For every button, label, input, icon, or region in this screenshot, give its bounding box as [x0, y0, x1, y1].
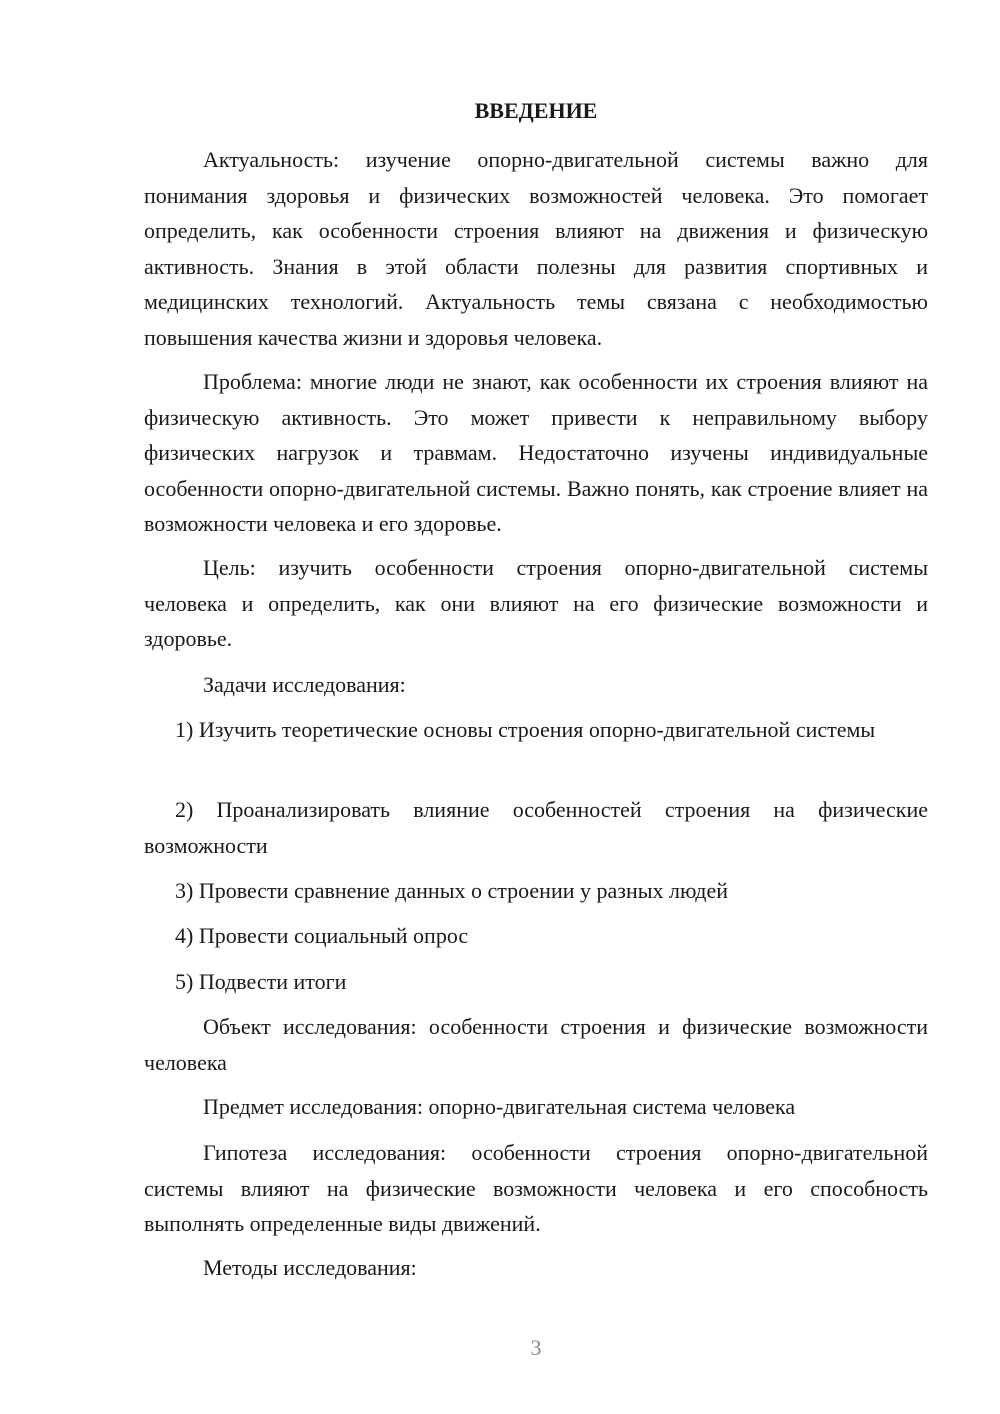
page-heading: ВВЕДЕНИЕ	[474, 98, 598, 123]
page-number: 3	[530, 1335, 542, 1360]
paragraph-hypothesis: Гипотеза исследования: особенности строения опорно-двигательной системы влияют на физические возможности человека и его способность выполнять определенные виды движений.	[144, 1140, 928, 1236]
paragraph-problem: Проблема: многие люди не знают, как особенности их строения влияют на физическую активность. Это может привести к неправильному выбору физических нагрузок и травмам. Недостаточно изучены индивидуальные особенности опорно-двигательной системы. Важно понять, как строение влияет на возможности человека и его здоровье.	[144, 369, 928, 536]
document-page	[144, 0, 928, 1414]
paragraph-subject: Предмет исследования: опорно-двигательная система человека	[203, 1094, 796, 1119]
paragraph-tasks-title: Задачи исследования:	[203, 672, 406, 697]
paragraph-object: Объект исследования: особенности строения и физические возможности человека	[144, 1014, 928, 1075]
task-item-1: 1) Изучить теоретические основы строения опорно-двигательной системы	[175, 717, 876, 742]
paragraph-methods: Методы исследования:	[203, 1255, 417, 1280]
task-item-3: 3) Провести сравнение данных о строении у разных людей	[175, 878, 729, 903]
task-item-4: 4) Провести социальный опрос	[175, 923, 469, 948]
paragraph-relevance: Актуальность: изучение опорно-двигательной системы важно для понимания здоровья и физических возможностей человека. Это помогает определить, как особенности строения влияют на движения и физическую активность. Знания в этой области полезны для развития спортивных и медицинских технологий. Актуальность темы связана с необходимостью повышения качества жизни и здоровья человека.	[144, 147, 928, 350]
task-item-2: 2) Проанализировать влияние особенностей строения на физические возможности	[144, 797, 928, 858]
paragraph-goal: Цель: изучить особенности строения опорно-двигательной системы человека и определить, как они влияют на его физические возможности и здоровье.	[144, 555, 928, 651]
task-item-5: 5) Подвести итоги	[175, 969, 347, 994]
